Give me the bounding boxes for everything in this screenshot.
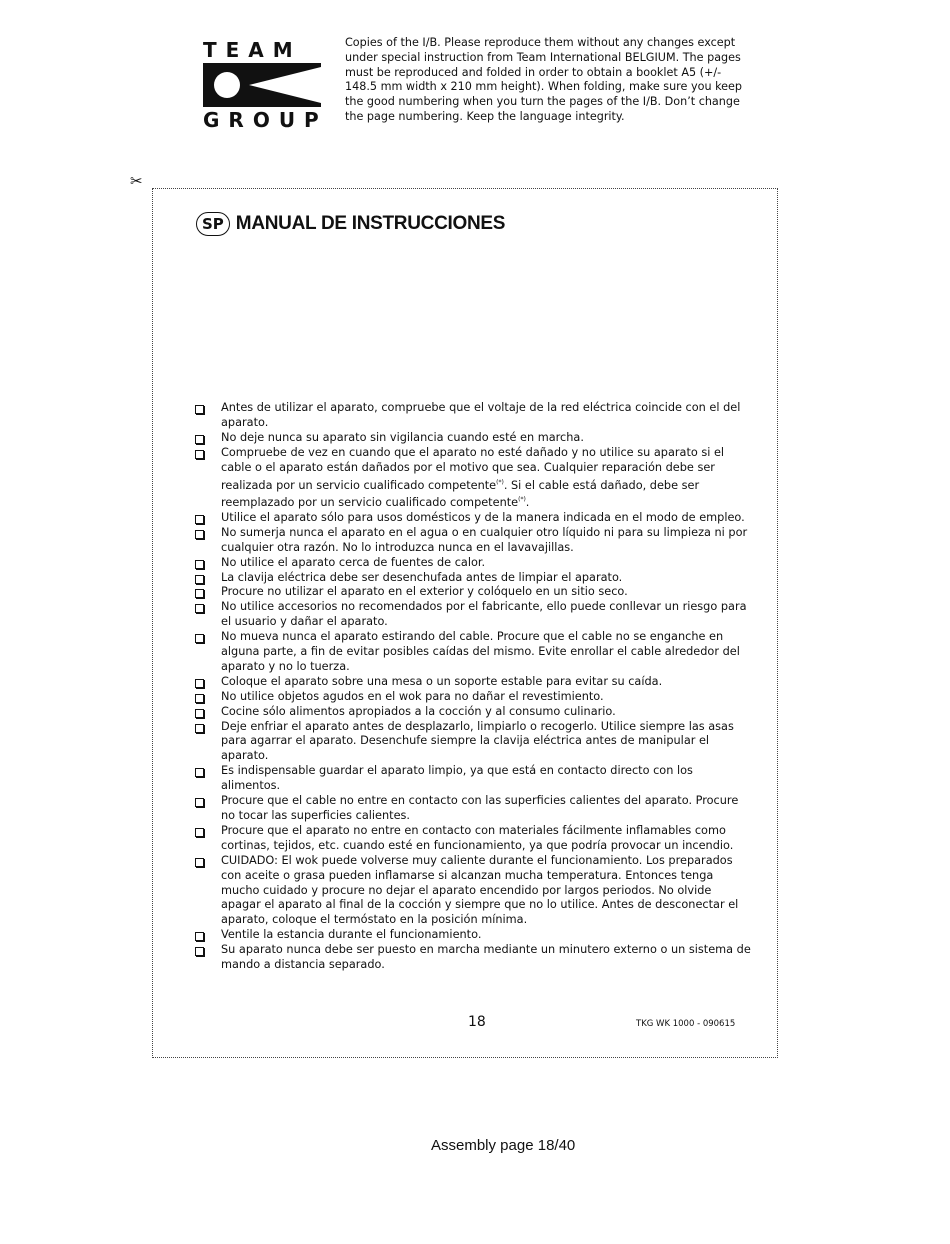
- logo-top-word: TEAM: [203, 38, 302, 62]
- page-title: MANUAL DE INSTRUCCIONES: [235, 213, 506, 234]
- list-item: Deje enfriar el aparato antes de desplazarlo, limpiarlo o recogerlo. Utilice siempre las asas para agarrar el aparato. Desenchufe siempre la clavija eléctrica antes de manipular el aparato.: [193, 720, 753, 765]
- team-group-logo: [203, 38, 328, 132]
- checkbox-bullet-icon: [195, 828, 204, 837]
- checkbox-bullet-icon: [195, 530, 204, 539]
- checkbox-bullet-icon: [195, 604, 204, 613]
- checkbox-bullet-icon: [195, 679, 204, 688]
- safety-instructions-list: [193, 401, 753, 973]
- list-item: La clavija eléctrica debe ser desenchufada antes de limpiar el aparato.: [193, 571, 753, 586]
- checkbox-bullet-icon: [195, 798, 204, 807]
- list-item: Utilice el aparato sólo para usos domésticos y de la manera indicada en el modo de empleo.: [193, 511, 753, 526]
- checkbox-bullet-icon: [195, 932, 204, 941]
- checkbox-bullet-icon: [195, 450, 204, 459]
- checkbox-bullet-icon: [195, 634, 204, 643]
- checkbox-bullet-icon: [195, 768, 204, 777]
- list-item: Cocine sólo alimentos apropiados a la cocción y al consumo culinario.: [193, 705, 753, 720]
- checkbox-bullet-icon: [195, 694, 204, 703]
- list-item: Procure que el cable no entre en contacto con las superficies calientes del aparato. Procure no tocar las superficies calientes.: [193, 794, 753, 824]
- checkbox-bullet-icon: [195, 589, 204, 598]
- list-item: Su aparato nunca debe ser puesto en marcha mediante un minutero externo o un sistema de mando a distancia separado.: [193, 943, 753, 973]
- list-item: Coloque el aparato sobre una mesa o un soporte estable para evitar su caída.: [193, 675, 753, 690]
- list-item: Ventile la estancia durante el funcionamiento.: [193, 928, 753, 943]
- list-item: Procure que el aparato no entre en contacto con materiales fácilmente inflamables como cortinas, tejidos, etc. cuando esté en funcionamiento, ya que podría provocar un incendio.: [193, 824, 753, 854]
- team-k-logo-mark: [203, 63, 321, 107]
- list-item: CUIDADO: El wok puede volverse muy caliente durante el funcionamiento. Los preparados con aceite o grasa pueden inflamarse si alcanzan mucha temperatura. Entonces tenga mucho cuidado y procure no dejar el aparato encendido por largos periodos. No olvide apagar el aparato al final de la cocción y siempre que no lo utilice. Antes de desconectar el aparato, coloque el termóstato en la posición mínima.: [193, 854, 753, 929]
- list-item: Compruebe de vez en cuando que el aparato no esté dañado y no utilice su aparato si el cable o el aparato están dañados por el motivo que sea. Cualquier reparación debe ser realizada por un servicio cualificado competente(*). Si el cable está dañado, debe ser reemplazado por un servicio cualificado competente(*).: [193, 446, 753, 511]
- scissors-icon: ✂: [130, 172, 143, 190]
- manual-title-row: [196, 212, 505, 236]
- list-item: No utilice accesorios no recomendados por el fabricante, ello puede conllevar un riesgo para el usuario y dañar el aparato.: [193, 600, 753, 630]
- list-item: Procure no utilizar el aparato en el exterior y colóquelo en un sitio seco.: [193, 585, 753, 600]
- list-item: No utilice objetos agudos en el wok para no dañar el revestimiento.: [193, 690, 753, 705]
- list-item: Es indispensable guardar el aparato limpio, ya que está en contacto directo con los alimentos.: [193, 764, 753, 794]
- checkbox-bullet-icon: [195, 405, 204, 414]
- list-item: No deje nunca su aparato sin vigilancia cuando esté en marcha.: [193, 431, 753, 446]
- checkbox-bullet-icon: [195, 858, 204, 867]
- footnote-mark: (*): [496, 478, 504, 486]
- checkbox-bullet-icon: [195, 947, 204, 956]
- list-item: No utilice el aparato cerca de fuentes de calor.: [193, 556, 753, 571]
- logo-bottom-word: GROUP: [203, 108, 328, 132]
- footnote-mark: (*): [518, 496, 526, 504]
- checkbox-bullet-icon: [195, 709, 204, 718]
- list-item: No sumerja nunca el aparato en el agua o en cualquier otro líquido ni para su limpieza ni por cualquier otra razón. No lo introduzca nunca en el lavavajillas.: [193, 526, 753, 556]
- list-item: No mueva nunca el aparato estirando del cable. Procure que el cable no se enganche en alguna parte, a fin de evitar posibles caídas del mismo. Evite enrollar el cable alrededor del aparato y no lo tuerza.: [193, 630, 753, 675]
- reproduction-instructions: Copies of the I/B. Please reproduce them without any changes except under special instruction from Team International BELGIUM. The pages must be reproduced and folded in order to obtain a booklet A5 (+/- 148.5 mm width x 210 mm height). When folding, make sure you keep the good numbering when you turn the pages of the I/B. Don’t change the page numbering. Keep the language integrity.: [345, 36, 743, 123]
- list-item: Antes de utilizar el aparato, compruebe que el voltaje de la red eléctrica coincide con el del aparato.: [193, 401, 753, 431]
- checkbox-bullet-icon: [195, 515, 204, 524]
- checkbox-bullet-icon: [195, 724, 204, 733]
- page-number: 18: [468, 1014, 486, 1030]
- language-badge: SP: [196, 212, 230, 236]
- checkbox-bullet-icon: [195, 575, 204, 584]
- assembly-page-label: Assembly page 18/40: [431, 1137, 576, 1154]
- checkbox-bullet-icon: [195, 560, 204, 569]
- checkbox-bullet-icon: [195, 435, 204, 444]
- model-code: TKG WK 1000 - 090615: [636, 1019, 736, 1029]
